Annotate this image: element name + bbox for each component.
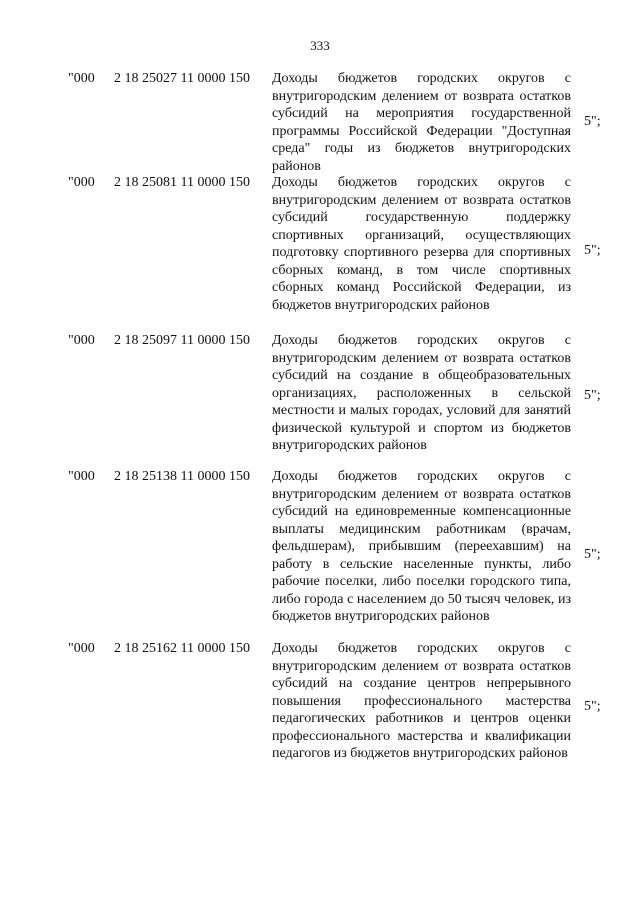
row-prefix: "000 xyxy=(68,641,95,656)
row-description: Доходы бюджетов городских округов с внутригородским делением от возврата остатков субсидий на создание центров непрерывного повышения профессионального мастерства педагогических работников и центров оценки профессионального мастерства и квалификации педагогов из бюджетов внутригородских районов xyxy=(272,641,571,761)
budget-code: 2 18 25027 11 0000 150 xyxy=(114,71,250,86)
row-prefix: "000 xyxy=(68,175,95,190)
row-description: Доходы бюджетов городских округов с внутригородским делением от возврата остатков субсидий на мероприятия государственной программы Российской Федерации "Доступная среда" годы из бюджетов внутригородских районов xyxy=(272,71,571,174)
budget-code: 2 18 25081 11 0000 150 xyxy=(114,175,250,190)
row-description: Доходы бюджетов городских округов с внутригородским делением от возврата остатков субсидий государственную поддержку спортивных организаций, осуществляющих подготовку спортивного резерва для спортивных сборных команд, в том числе спортивных сборных команд Российской Федерации, из бюджетов внутригородских районов xyxy=(272,175,571,313)
row-percent: 5"; xyxy=(584,243,601,258)
row-percent: 5"; xyxy=(584,114,601,129)
row-description: Доходы бюджетов городских округов с внутригородским делением от возврата остатков субсидий на создание в общеобразовательных организациях, расположенных в сельской местности и малых городах, условий для занятий физической культурой и спортом из бюджетов внутригородских районов xyxy=(272,333,571,453)
row-description: Доходы бюджетов городских округов с внутригородским делением от возврата остатков субсидий на единовременные компенсационные выплаты медицинским работникам (врачам, фельдшерам), прибывшим (переехавшим) на работу в сельские населенные пункты, либо рабочие поселки, либо поселки городского типа, либо города с населением до 50 тысяч человек, из бюджетов внутригородских районов xyxy=(272,469,571,624)
row-prefix: "000 xyxy=(68,333,95,348)
page-number: 333 xyxy=(310,38,330,53)
row-prefix: "000 xyxy=(68,71,95,86)
row-prefix: "000 xyxy=(68,469,95,484)
row-percent: 5"; xyxy=(584,388,601,403)
budget-code: 2 18 25162 11 0000 150 xyxy=(114,641,250,656)
row-percent: 5"; xyxy=(584,547,601,562)
budget-code: 2 18 25138 11 0000 150 xyxy=(114,469,250,484)
row-percent: 5"; xyxy=(584,699,601,714)
budget-code: 2 18 25097 11 0000 150 xyxy=(114,333,250,348)
